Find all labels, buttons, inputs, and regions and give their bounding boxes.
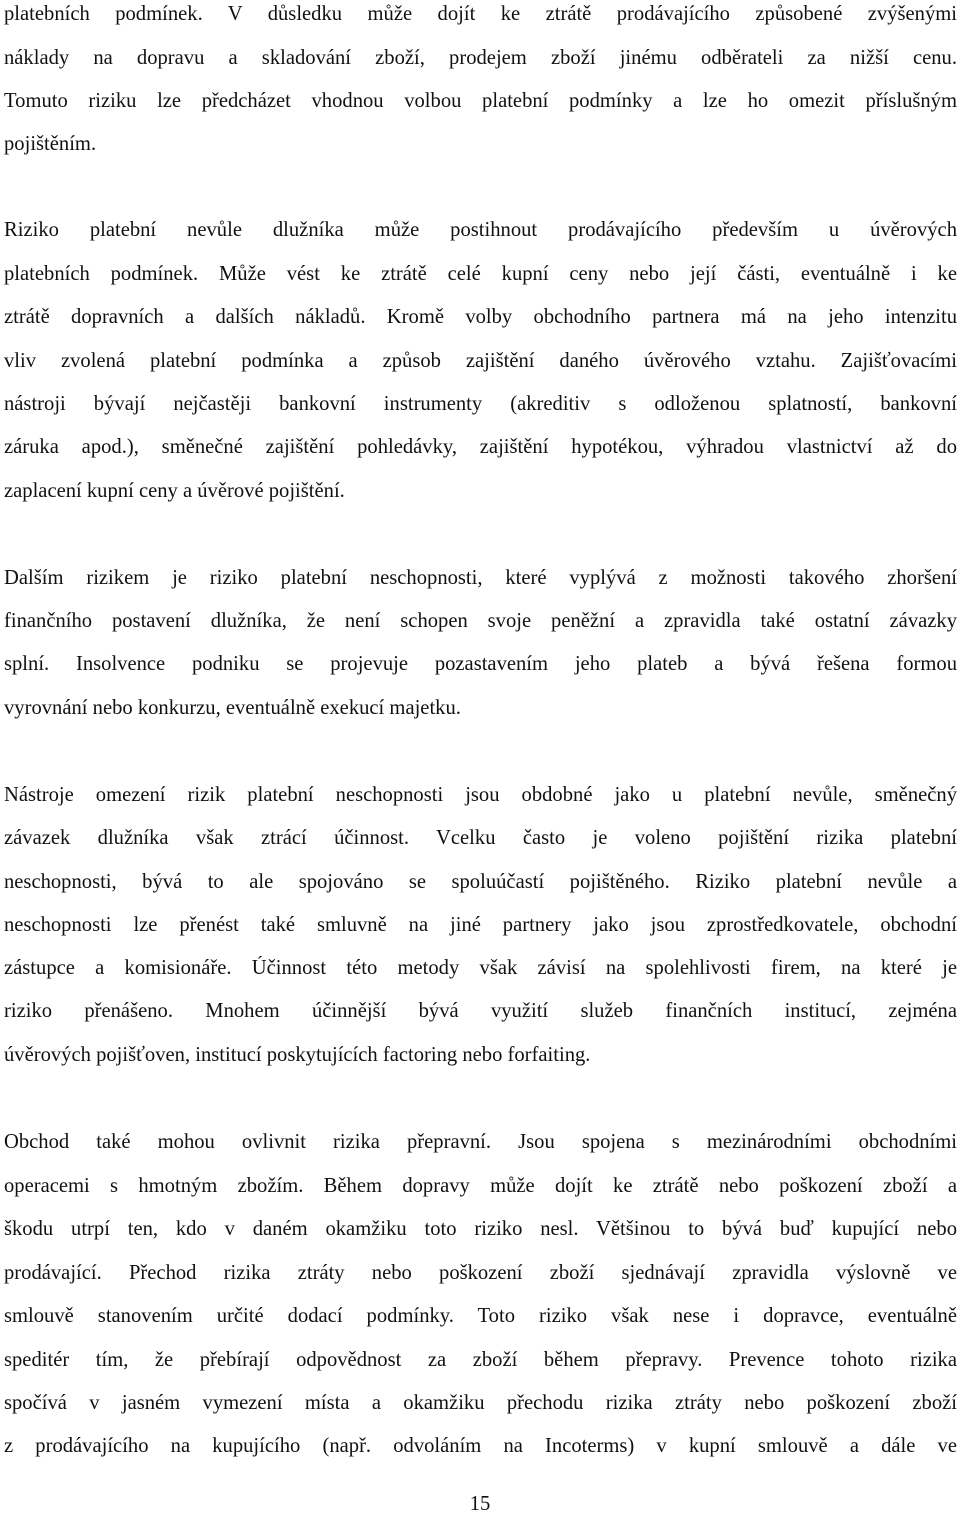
text-line: záruka apod.), směnečné zajištění pohledávky, zajištění hypotékou, výhradou vlastnictví až do: [4, 436, 957, 458]
text-line: náklady na dopravu a skladování zboží, prodejem zboží jinému odběrateli za nižší cenu.: [4, 47, 957, 69]
text-line: Obchod také mohou ovlivnit rizika přepravní. Jsou spojena s mezinárodními obchodními: [4, 1131, 957, 1153]
text-line: neschopnosti, bývá to ale spojováno se spoluúčastí pojištěného. Riziko platební nevůle a: [4, 871, 957, 893]
text-line: Nástroje omezení rizik platební neschopnosti jsou obdobné jako u platební nevůle, směnečný: [4, 784, 957, 806]
text-line: vyrovnání nebo konkurzu, eventuálně exekucí majetku.: [4, 697, 461, 719]
text-line: zástupce a komisionáře. Účinnost této metody však závisí na spolehlivosti firem, na které je: [4, 957, 957, 979]
text-line: spočívá v jasném vymezení místa a okamžiku přechodu rizika ztráty nebo poškození zboží: [4, 1392, 957, 1414]
text-line: neschopnosti lze přenést také smluvně na jiné partnery jako jsou zprostředkovatele, obchodní: [4, 914, 957, 936]
text-line: vliv zvolená platební podmínka a způsob zajištění daného úvěrového vztahu. Zajišťovacími: [4, 350, 957, 372]
text-line: Dalším rizikem je riziko platební neschopnosti, které vyplývá z možnosti takového zhoršení: [4, 567, 957, 589]
text-line: z prodávajícího na kupujícího (např. odvoláním na Incoterms) v kupní smlouvě a dále ve: [4, 1435, 957, 1457]
text-line: úvěrových pojišťoven, institucí poskytujících factoring nebo forfaiting.: [4, 1044, 591, 1066]
text-line: zaplacení kupní ceny a úvěrové pojištění.: [4, 480, 345, 502]
text-line: platebních podmínek. Může vést ke ztrátě celé kupní ceny nebo její části, eventuálně i ke: [4, 263, 957, 285]
text-line: riziko přenášeno. Mnohem účinnější bývá využití služeb finančních institucí, zejména: [4, 1000, 957, 1022]
text-line: finančního postavení dlužníka, že není schopen svoje peněžní a zpravidla také ostatní závazky: [4, 610, 957, 632]
text-line: ztrátě dopravních a dalších nákladů. Kromě volby obchodního partnera má na jeho intenzitu: [4, 306, 957, 328]
text-line: platebních podmínek. V důsledku může dojít ke ztrátě prodávajícího způsobené zvýšenými: [4, 3, 957, 25]
text-line: pojištěním.: [4, 133, 97, 155]
text-line: operacemi s hmotným zbožím. Během dopravy může dojít ke ztrátě nebo poškození zboží a: [4, 1175, 957, 1197]
page-number: 15: [469, 1493, 491, 1515]
text-line: závazek dlužníka však ztrácí účinnost. Vcelku často je voleno pojištění rizika platební: [4, 827, 957, 849]
text-line: prodávající. Přechod rizika ztráty nebo poškození zboží sjednávají zpravidla výslovně ve: [4, 1262, 957, 1284]
text-line: Tomuto riziku lze předcházet vhodnou volbou platební podmínky a lze ho omezit příslušným: [4, 90, 957, 112]
text-line: Riziko platební nevůle dlužníka může postihnout prodávajícího především u úvěrových: [4, 219, 957, 241]
text-line: splní. Insolvence podniku se projevuje pozastavením jeho plateb a bývá řešena formou: [4, 653, 957, 675]
text-line: speditér tím, že přebírají odpovědnost za zboží během přepravy. Prevence tohoto rizika: [4, 1349, 957, 1371]
text-line: smlouvě stanovením určité dodací podmínky. Toto riziko však nese i dopravce, eventuálně: [4, 1305, 957, 1327]
text-line: škodu utrpí ten, kdo v daném okamžiku toto riziko nesl. Většinou to bývá buď kupující nebo: [4, 1218, 957, 1240]
text-line: nástroji bývají nejčastěji bankovní instrumenty (akreditiv s odloženou splatností, bankovní: [4, 393, 957, 415]
